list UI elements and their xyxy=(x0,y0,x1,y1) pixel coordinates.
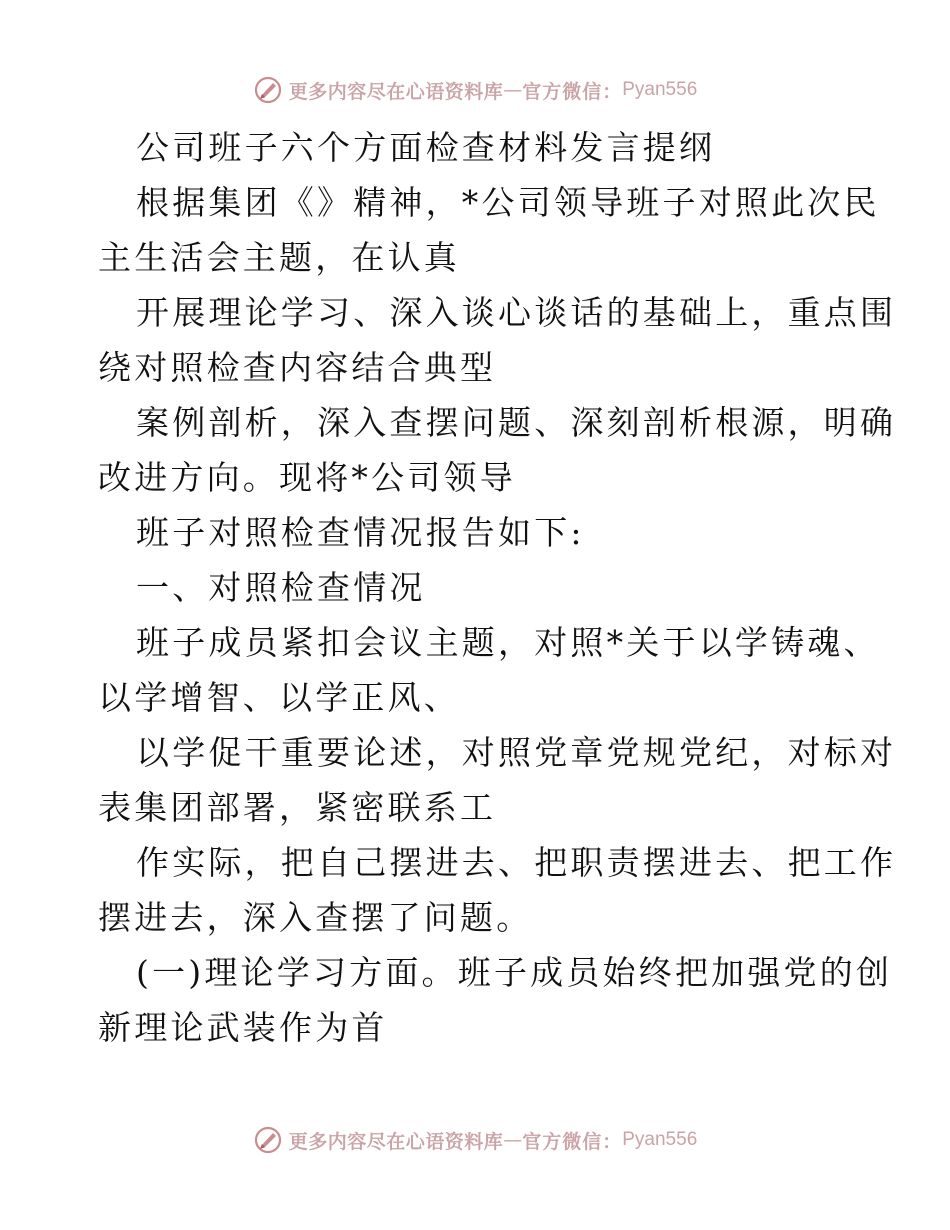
banner-wechat-label: 官方微信： xyxy=(522,1130,623,1153)
pen-logo-icon xyxy=(253,75,283,105)
paragraph-line: 摆进去，深入查摆了问题。 xyxy=(98,898,533,937)
paragraph-line: 以学增智、以学正风、 xyxy=(98,678,460,717)
paragraph-line: 班子成员紧扣会议主题，对照*关于以学铸魂、 xyxy=(136,623,880,662)
subsection-line: (一)理论学习方面。班子成员始终把加强党的创 xyxy=(136,953,893,992)
paragraph-line: 开展理论学习、深入谈心谈话的基础上，重点围 xyxy=(136,293,897,332)
pen-logo-icon xyxy=(253,1125,283,1155)
paragraph-line: 案例剖析，深入查摆问题、深刻剖析根源，明确 xyxy=(136,403,897,442)
document-body xyxy=(98,120,897,1055)
paragraph-line: 以学促干重要论述，对照党章党规党纪，对标对 xyxy=(136,733,897,772)
footer-watermark-banner xyxy=(0,1122,950,1158)
paragraph-line: 根据集团《》精神，*公司领导班子对照此次民 xyxy=(136,183,880,222)
banner-main-text: 更多内容尽在心语资料库 xyxy=(288,1130,504,1153)
section-heading: 一、对照检查情况 xyxy=(136,568,426,607)
banner-main-text: 更多内容尽在心语资料库 xyxy=(288,80,504,103)
banner-wechat-label: 官方微信： xyxy=(522,80,623,103)
banner-dash: — xyxy=(503,79,523,101)
paragraph-line: 绕对照检查内容结合典型 xyxy=(98,348,497,387)
paragraph-line: 新理论武装作为首 xyxy=(98,1008,388,1047)
paragraph-line: 主生活会主题，在认真 xyxy=(98,238,460,277)
banner-wechat-id: Pyan556 xyxy=(622,79,698,100)
banner-wechat-id: Pyan556 xyxy=(622,1129,698,1150)
paragraph-line: 改进方向。现将*公司领导 xyxy=(98,458,516,497)
paragraph-line: 作实际，把自己摆进去、把职责摆进去、把工作 xyxy=(136,843,897,882)
header-watermark-banner xyxy=(0,72,950,108)
banner-dash: — xyxy=(503,1129,523,1151)
paragraph-line: 班子对照检查情况报告如下: xyxy=(136,513,585,552)
paragraph-line: 表集团部署，紧密联系工 xyxy=(98,788,497,827)
document-title: 公司班子六个方面检查材料发言提纲 xyxy=(136,128,716,167)
